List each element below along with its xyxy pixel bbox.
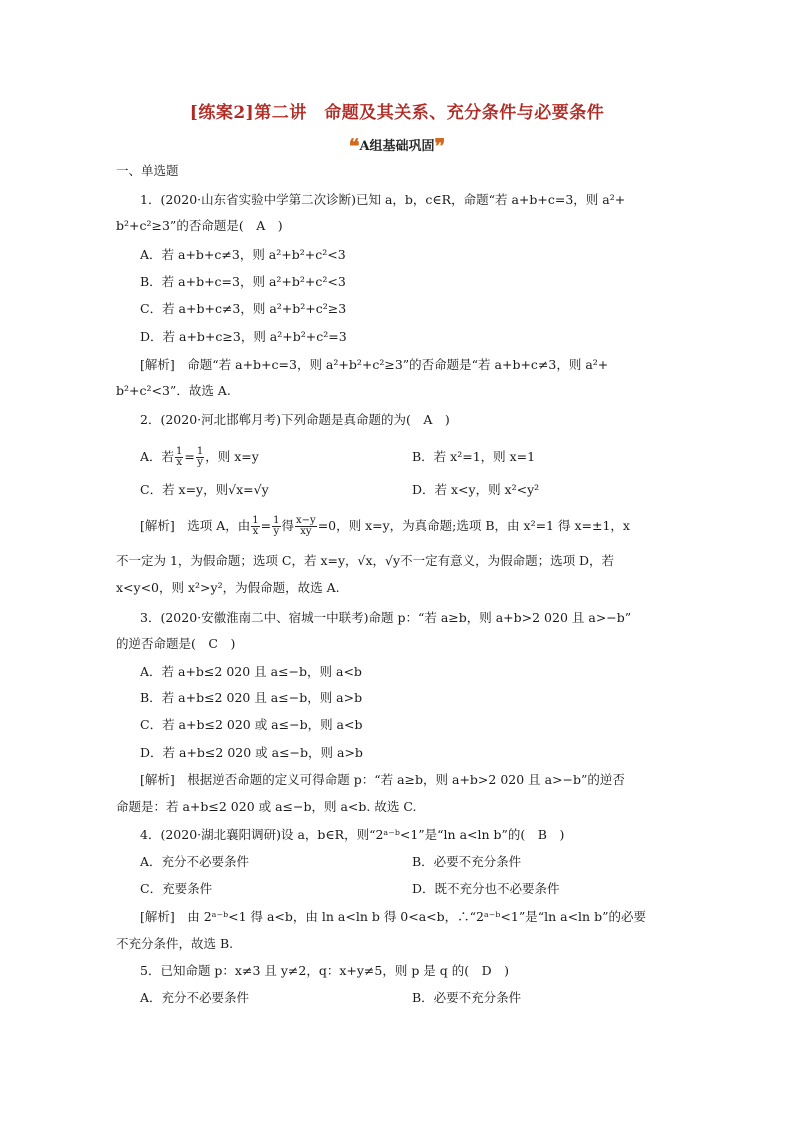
q3-option-a: A．若 a+b≤2 020 且 a≤−b，则 a<b (140, 664, 362, 679)
q1-analysis-line2: b²+c²<3”．故选 A. (116, 383, 231, 398)
q2-option-a-suffix: ，则 x=y (205, 449, 259, 464)
q5-option-b: B．必要不充分条件 (412, 990, 522, 1005)
q1-option-d: D．若 a+b+c≥3，则 a²+b²+c²=3 (140, 329, 347, 344)
q1-option-c: C．若 a+b+c≠3，则 a²+b²+c²≥3 (140, 301, 347, 316)
q1-option-b: B．若 a+b+c=3，则 a²+b²+c²<3 (140, 274, 346, 289)
fraction: $\frac{1}{x}$ (252, 515, 259, 537)
q4-analysis-line2: 不充分条件，故选 B. (116, 936, 234, 951)
fraction: $\frac{1}{y}$ (273, 515, 280, 537)
q2-option-d: D．若 x<y，则 x²<y² (412, 482, 540, 497)
q1-stem-line2: b²+c²≥3”的否命题是( A ) (116, 218, 283, 233)
q4-option-d: D．既不充分也不必要条件 (412, 881, 560, 896)
q2-stem: 2．(2020·河北邯郸月考)下列命题是真命题的为( A ) (140, 412, 450, 427)
close-quote-icon: ❞ (434, 134, 446, 158)
open-quote-icon: ❝ (348, 134, 360, 158)
q1-option-a: A．若 a+b+c≠3，则 a²+b²+c²<3 (140, 247, 346, 262)
q3-analysis-line1: [解析] 根据逆否命题的定义可得命题 p：“若 a≥b，则 a+b>2 020 且 a>−b”的逆否 (140, 772, 625, 787)
q5-stem: 5．已知命题 p：x≠3 且 y≠2，q：x+y≠5，则 p 是 q 的( D ) (140, 963, 510, 978)
fraction: $\frac{1}{x}$ (176, 446, 183, 468)
q2-option-a-prefix: A．若 (140, 449, 175, 464)
q4-option-c: C．充要条件 (140, 881, 213, 896)
q4-stem: 4．(2020·湖北襄阳调研)设 a，b∈R，则“2ᵃ⁻ᵇ<1”是“ln a<ln b”的( B ) (140, 827, 565, 842)
q3-option-c: C．若 a+b≤2 020 或 a≤−b，则 a<b (140, 717, 363, 732)
group-label-text: A组基础巩固 (359, 139, 435, 154)
q3-analysis-line2: 命题是：若 a+b≤2 020 或 a≤−b，则 a<b. 故选 C. (116, 799, 417, 814)
section-heading: 一、单选题 (116, 163, 179, 178)
q3-option-d: D．若 a+b≤2 020 或 a≤−b，则 a>b (140, 745, 363, 760)
q4-option-a: A．充分不必要条件 (140, 854, 250, 869)
fraction: $\frac{1}{y}$ (196, 446, 204, 468)
q2-analysis-line3: x<y<0，则 x²>y²，为假命题，故选 A. (116, 580, 340, 595)
q5-option-a: A．充分不必要条件 (140, 990, 250, 1005)
q4-option-b: B．必要不充分条件 (412, 854, 522, 869)
group-label (0, 134, 794, 158)
q3-stem-line1: 3．(2020·安徽淮南二中、宿城一中联考)命题 p：“若 a≥b，则 a+b>2 020 且 a>−b” (140, 610, 632, 625)
q1-analysis-line1: [解析] 命题“若 a+b+c=3，则 a²+b²+c²≥3”的否命题是“若 a+b+c≠3，则 a²+ (140, 357, 609, 372)
q1-stem-line1: 1．(2020·山东省实验中学第二次诊断)已知 a，b，c∈R，命题“若 a+b+c=3，则 a²+ (140, 192, 626, 207)
q4-analysis-line1: [解析] 由 2ᵃ⁻ᵇ<1 得 a<b，由 ln a<ln b 得 0<a<b，∴“2ᵃ⁻ᵇ<1”是“ln a<ln b”的必要 (140, 909, 646, 924)
q2-analysis-line2: 不一定为 1，为假命题；选项 C，若 x=y，√x，√y不一定有意义，为假命题；选项 D，若 (116, 553, 615, 568)
q2-analysis-line1: [解析] 选项 A，由 $\frac{1}{x}$ = $\frac{1}{y}$ 得 $\frac{x-y}{xy}$ =0，则 x=y，为真命题;选项 B，由 x²=1 得 x=±1，x (140, 515, 630, 537)
fraction: $\frac{x-y}{xy}$ (296, 515, 316, 537)
q3-option-b: B．若 a+b≤2 020 且 a≤−b，则 a>b (140, 690, 363, 705)
q2-option-c: C．若 x=y，则√x=√y (140, 482, 269, 497)
q3-stem-line2: 的逆否命题是( C ) (116, 636, 236, 651)
q2-option-a: A．若 $\frac{1}{x}$ = $\frac{1}{y}$ ，则 x=y (140, 446, 259, 468)
q2-option-b: B．若 x²=1，则 x=1 (412, 449, 536, 464)
page-title: [练案2]第二讲 命题及其关系、充分条件与必要条件 (189, 103, 605, 123)
